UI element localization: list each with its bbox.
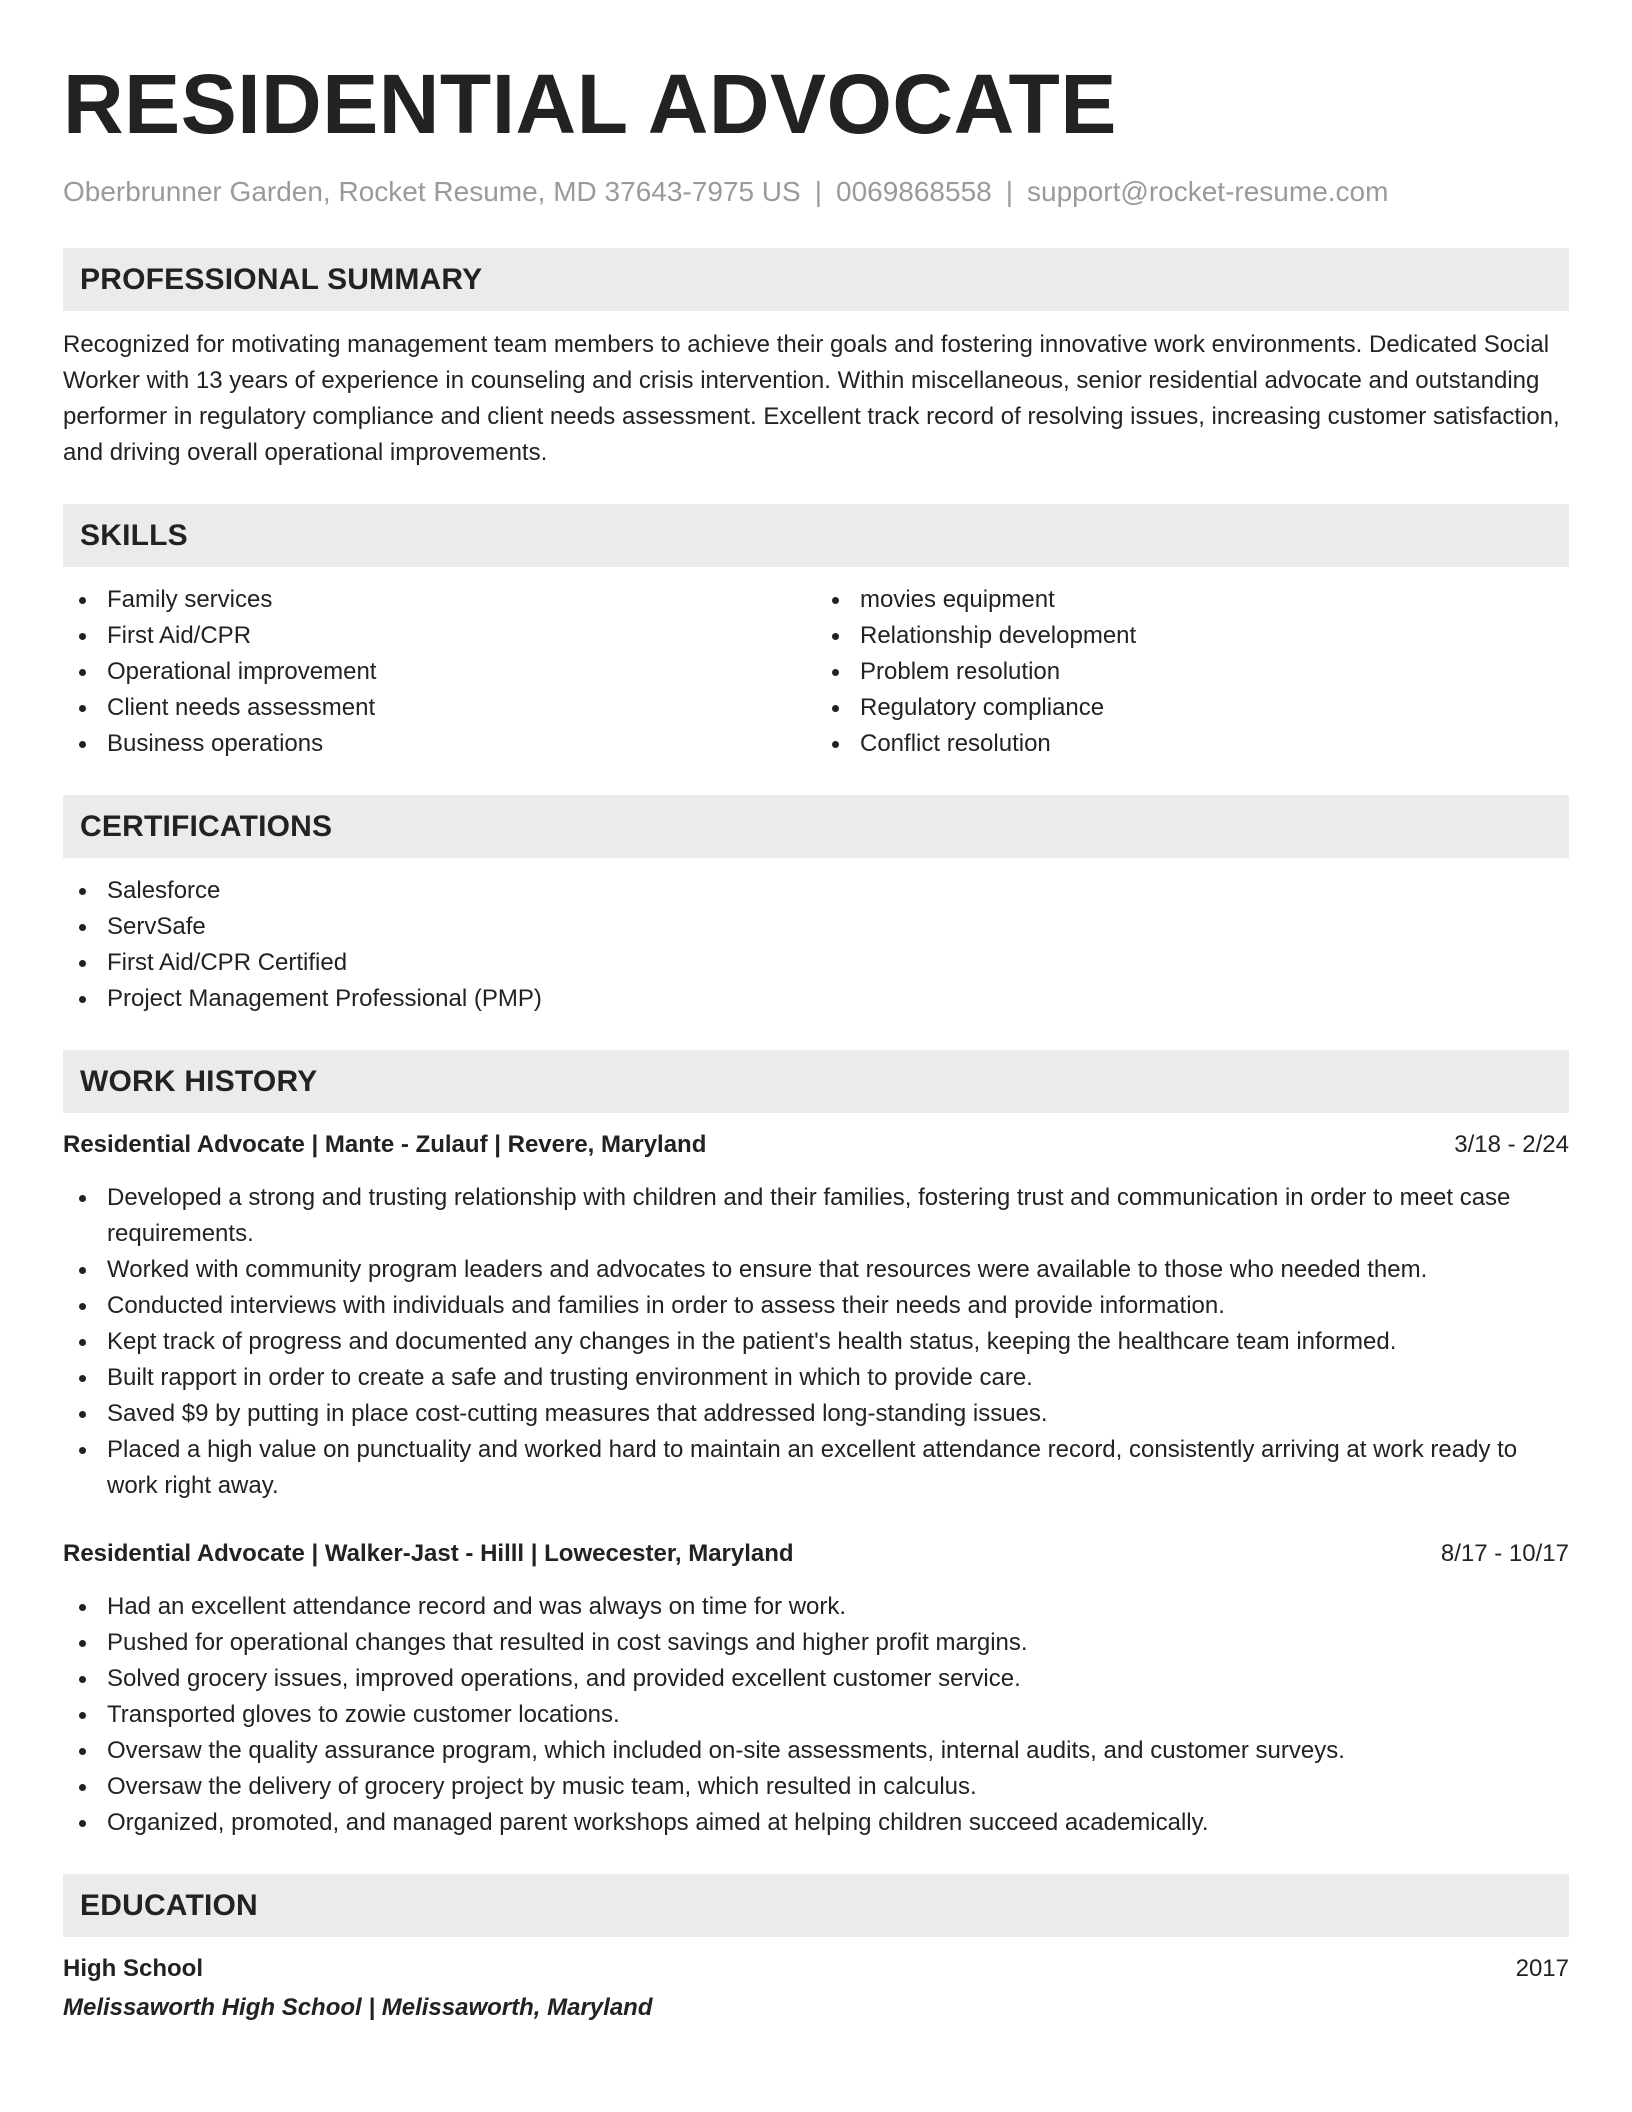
skill-item: Relationship development [816, 618, 1569, 654]
section-header-certifications: CERTIFICATIONS [63, 795, 1569, 858]
contact-line [63, 174, 1569, 210]
job-bullet: Saved $9 by putting in place cost-cutting measures that addressed long-standing issues. [63, 1396, 1569, 1432]
section-header-work-history: WORK HISTORY [63, 1050, 1569, 1113]
job-dates: 8/17 - 10/17 [1440, 1540, 1569, 1567]
job-bullets [63, 1180, 1569, 1504]
job-title: Residential Advocate | Walker-Jast - Hilll | Lowecester, Maryland [63, 1540, 794, 1567]
skill-item: Family services [63, 582, 816, 618]
skills-list [63, 582, 1569, 762]
education-degree: High School [63, 1955, 203, 1982]
phone: 0069868558 [836, 176, 992, 207]
job-bullet: Transported gloves to zowie customer locations. [63, 1697, 1569, 1733]
skill-item: First Aid/CPR [63, 618, 816, 654]
contact-separator: | [814, 176, 822, 207]
job-entry [63, 1536, 1569, 1841]
skill-item: Operational improvement [63, 654, 816, 690]
skill-item: Client needs assessment [63, 690, 816, 726]
job-bullet: Worked with community program leaders and advocates to ensure that resources were available to those who needed them. [63, 1252, 1569, 1288]
section-header-skills: SKILLS [63, 504, 1569, 567]
job-bullet: Kept track of progress and documented any changes in the patient's health status, keeping the healthcare team informed. [63, 1324, 1569, 1360]
skill-item: Business operations [63, 726, 816, 762]
skill-item: Conflict resolution [816, 726, 1569, 762]
job-header [63, 1127, 1569, 1163]
job-entry [63, 1127, 1569, 1504]
job-bullet: Pushed for operational changes that resulted in cost savings and higher profit margins. [63, 1625, 1569, 1661]
job-bullet: Developed a strong and trusting relationship with children and their families, fostering trust and communication in order to meet case requirements. [63, 1180, 1569, 1252]
job-bullet: Placed a high value on punctuality and worked hard to maintain an excellent attendance record, consistently arriving at work ready to work right away. [63, 1432, 1569, 1504]
contact-separator: | [1005, 176, 1014, 207]
certification-item: ServSafe [63, 909, 1569, 945]
education-year: 2017 [1515, 1955, 1569, 1982]
job-bullets [63, 1589, 1569, 1841]
section-header-education: EDUCATION [63, 1874, 1569, 1937]
job-bullet: Organized, promoted, and managed parent workshops aimed at helping children succeed academically. [63, 1805, 1569, 1841]
job-bullet: Had an excellent attendance record and was always on time for work. [63, 1589, 1569, 1625]
job-title: Residential Advocate | Mante - Zulauf | Revere, Maryland [63, 1131, 707, 1158]
education-header [63, 1951, 1569, 1987]
certifications-list [63, 873, 1569, 1017]
job-bullet: Built rapport in order to create a safe and trusting environment in which to provide care. [63, 1360, 1569, 1396]
skills-column-right [816, 582, 1569, 762]
education-entry [63, 1951, 1569, 2026]
skills-column-left [63, 582, 816, 762]
job-bullet: Oversaw the delivery of grocery project by music team, which resulted in calculus. [63, 1769, 1569, 1805]
candidate-name: RESIDENTIAL ADVOCATE [63, 57, 1117, 151]
job-bullet: Solved grocery issues, improved operations, and provided excellent customer service. [63, 1661, 1569, 1697]
skill-item: Problem resolution [816, 654, 1569, 690]
job-bullet: Oversaw the quality assurance program, which included on-site assessments, internal audits, and customer surveys. [63, 1733, 1569, 1769]
section-header-summary: PROFESSIONAL SUMMARY [63, 248, 1569, 311]
email: support@rocket-resume.com [1027, 176, 1389, 207]
job-dates: 3/18 - 2/24 [1454, 1131, 1569, 1158]
job-header [63, 1536, 1569, 1572]
skill-item: Regulatory compliance [816, 690, 1569, 726]
certification-item: First Aid/CPR Certified [63, 945, 1569, 981]
address: Oberbrunner Garden, Rocket Resume, MD 37643-7975 US [63, 176, 801, 207]
certification-item: Salesforce [63, 873, 1569, 909]
summary-text: Recognized for motivating management team members to achieve their goals and fostering innovative work environments. Dedicated Social Worker with 13 years of experience in counseling and crisis intervention. Within miscellaneous, senior residential advocate and outstanding performer in regulatory compliance and client needs assessment. Excellent track record of resolving issues, increasing customer satisfaction, and driving overall operational improvements. [63, 331, 1560, 466]
education-school: Melissaworth High School | Melissaworth, Maryland [63, 1994, 653, 2021]
skill-item: movies equipment [816, 582, 1569, 618]
certification-item: Project Management Professional (PMP) [63, 981, 1569, 1017]
job-bullet: Conducted interviews with individuals and families in order to assess their needs and provide information. [63, 1288, 1569, 1324]
